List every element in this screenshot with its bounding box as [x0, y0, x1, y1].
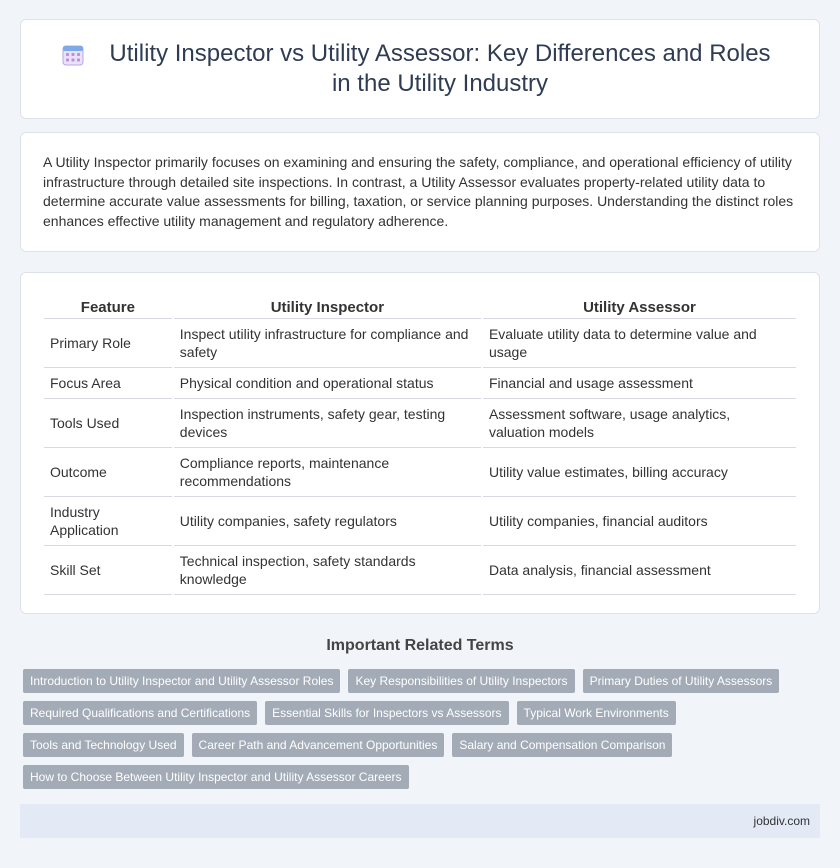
- table-row: [44, 448, 796, 497]
- header-utility-assessor: Utility Assessor: [483, 295, 796, 319]
- related-term-tag[interactable]: Key Responsibilities of Utility Inspectors: [348, 669, 574, 693]
- row-feature: Industry Application: [44, 497, 172, 546]
- footer: [20, 804, 820, 838]
- row-feature: Tools Used: [44, 399, 172, 448]
- page-title: Utility Inspector vs Utility Assessor: Key Differences and Roles in the Utility Industry: [109, 40, 771, 97]
- row-feature: Primary Role: [44, 319, 172, 368]
- row-inspector-value: Compliance reports, maintenance recommendations: [174, 448, 481, 497]
- intro-card: [20, 132, 820, 252]
- row-assessor-value: Utility companies, financial auditors: [483, 497, 796, 546]
- row-assessor-value: Financial and usage assessment: [483, 368, 796, 399]
- table-row: [44, 399, 796, 448]
- calendar-icon: [61, 43, 85, 67]
- row-inspector-value: Inspection instruments, safety gear, testing devices: [174, 399, 481, 448]
- header-card: [20, 19, 820, 119]
- related-term-tag[interactable]: Essential Skills for Inspectors vs Assessors: [265, 701, 508, 725]
- header-feature: Feature: [44, 295, 172, 319]
- header-utility-inspector: Utility Inspector: [174, 295, 481, 319]
- comparison-table: [42, 295, 798, 595]
- footer-site-link[interactable]: jobdiv.com: [753, 814, 810, 828]
- comparison-table-card: [20, 272, 820, 614]
- row-inspector-value: Technical inspection, safety standards knowledge: [174, 546, 481, 595]
- row-inspector-value: Physical condition and operational status: [174, 368, 481, 399]
- row-feature: Skill Set: [44, 546, 172, 595]
- table-row: [44, 497, 796, 546]
- related-term-tag[interactable]: Career Path and Advancement Opportunities: [192, 733, 445, 757]
- related-terms-list: [23, 669, 823, 789]
- row-feature: Focus Area: [44, 368, 172, 399]
- related-term-tag[interactable]: Tools and Technology Used: [23, 733, 184, 757]
- related-term-tag[interactable]: Primary Duties of Utility Assessors: [583, 669, 780, 693]
- related-term-tag[interactable]: Salary and Compensation Comparison: [452, 733, 672, 757]
- table-row: [44, 546, 796, 595]
- row-assessor-value: Data analysis, financial assessment: [483, 546, 796, 595]
- table-row: [44, 319, 796, 368]
- row-assessor-value: Evaluate utility data to determine value and usage: [483, 319, 796, 368]
- related-term-tag[interactable]: Required Qualifications and Certifications: [23, 701, 257, 725]
- intro-paragraph: A Utility Inspector primarily focuses on examining and ensuring the safety, compliance, and operational efficiency of utility infrastructure through detailed site inspections. In contrast, a Utility Assessor evaluates property-related utility data to determine accurate value assessments for billing, taxation, or service planning purposes. Understanding the distinct roles enhances effective utility management and regulatory adherence.: [43, 154, 794, 229]
- related-term-tag[interactable]: Typical Work Environments: [517, 701, 676, 725]
- title-wrap: [61, 39, 779, 99]
- related-terms-title: Important Related Terms: [326, 637, 514, 654]
- row-inspector-value: Inspect utility infrastructure for compliance and safety: [174, 319, 481, 368]
- related-term-tag[interactable]: Introduction to Utility Inspector and Utility Assessor Roles: [23, 669, 340, 693]
- row-assessor-value: Utility value estimates, billing accuracy: [483, 448, 796, 497]
- row-feature: Outcome: [44, 448, 172, 497]
- table-header-row: [44, 295, 796, 319]
- row-assessor-value: Assessment software, usage analytics, valuation models: [483, 399, 796, 448]
- row-inspector-value: Utility companies, safety regulators: [174, 497, 481, 546]
- related-term-tag[interactable]: How to Choose Between Utility Inspector and Utility Assessor Careers: [23, 765, 409, 789]
- table-row: [44, 368, 796, 399]
